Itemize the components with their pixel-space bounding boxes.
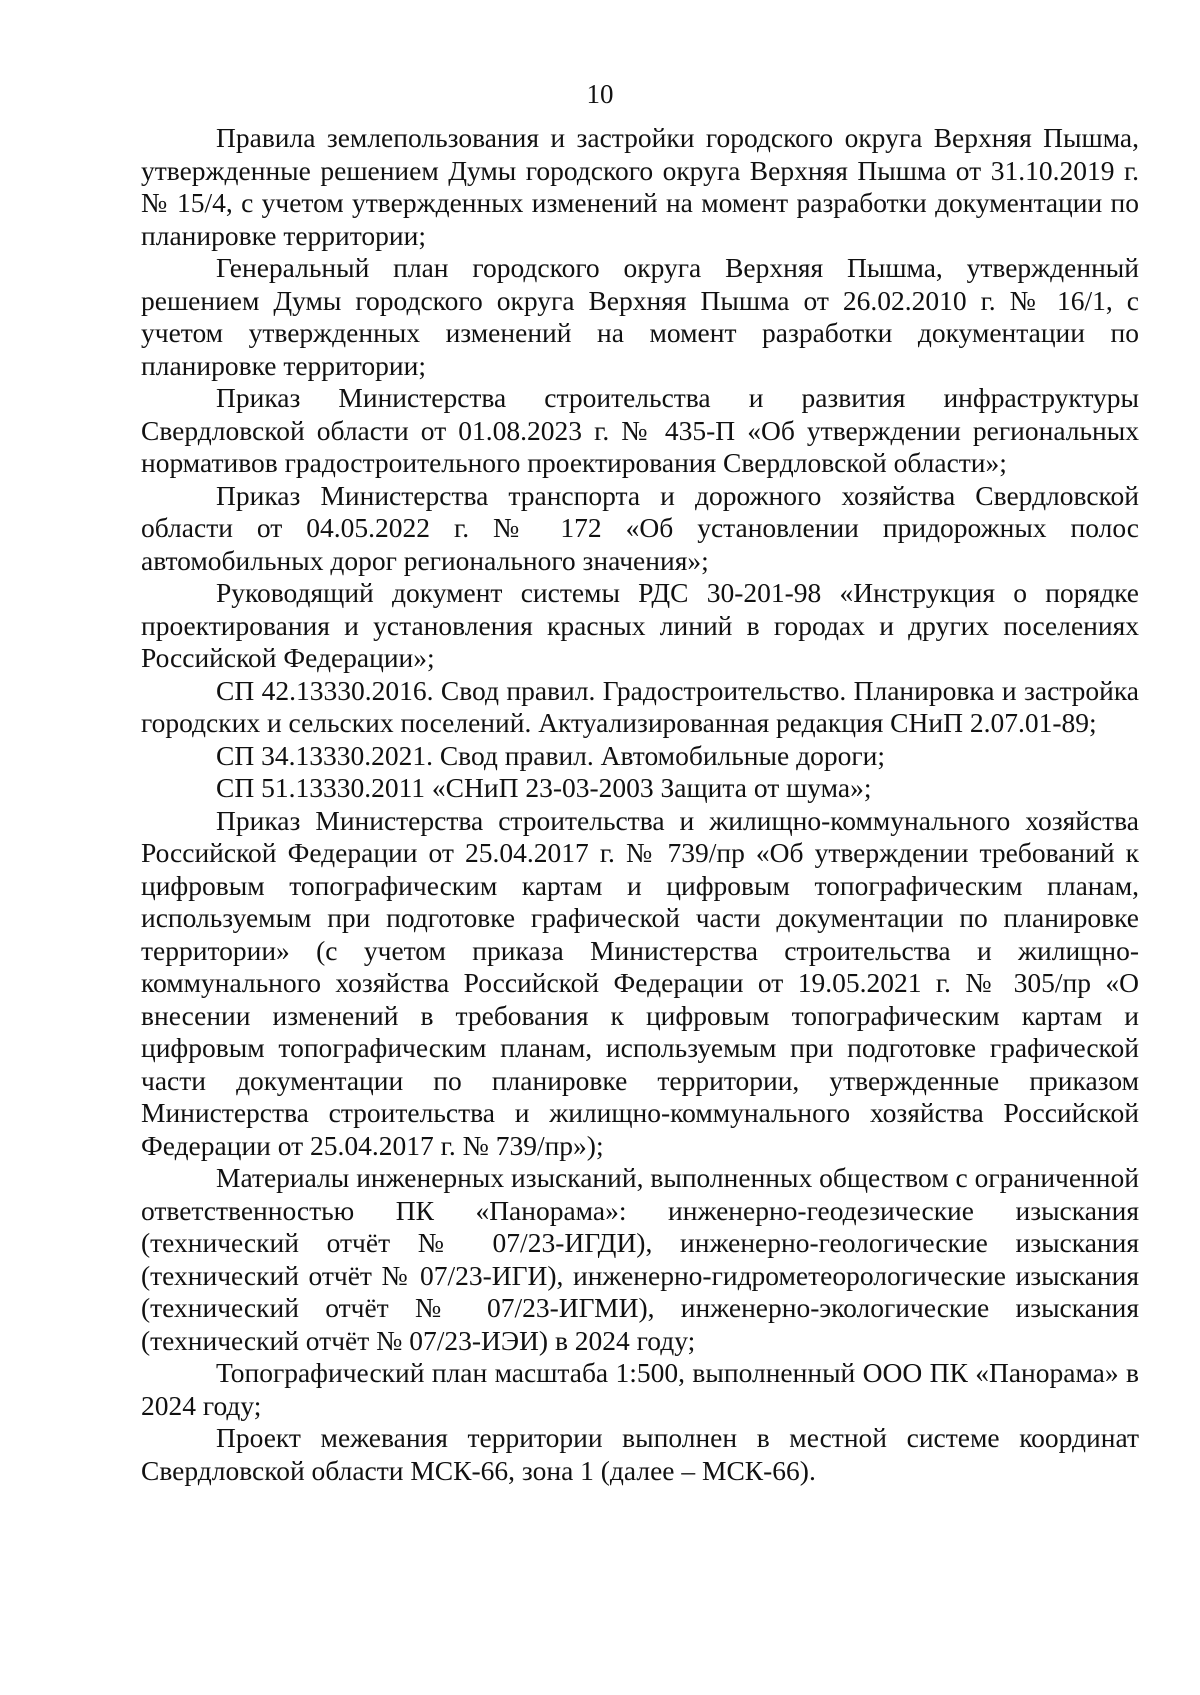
paragraph-coordinate-system: Проект межевания территории выполнен в местной системе координат Свердловской области МСК-66, зона 1 (далее – МСК-66). [141,1422,1139,1486]
paragraph-general-plan: Генеральный план городского округа Верхняя Пышма, утвержденный решением Думы городского округа Верхняя Пышма от 26.02.2010 г. № 16/1, с учетом утвержденных изменений на момент разработки документации по планировке территории; [141,252,1139,381]
paragraph-topographic-plan: Топографический план масштаба 1:500, выполненный ООО ПК «Панорама» в 2024 году; [141,1357,1139,1421]
page-number: 10 [586,79,614,109]
paragraph-digital-maps-order: Приказ Министерства строительства и жилищно-коммунального хозяйства Российской Федерации от 25.04.2017 г. № 739/пр «Об утверждении требований к цифровым топографическим картам и цифровым топографическим планам, используемым при подготовке графической части документации по планировке территории» (с учетом приказа Министерства строительства и жилищно-коммунального хозяйства Российской Федерации от 19.05.2021 г. № 305/пр «О внесении изменений в требования к цифровым топографическим картам и цифровым топографическим планам, используемым при подготовке графической части документации по планировке территории, утвержденные приказом Министерства строительства и жилищно-коммунального хозяйства Российской Федерации от 25.04.2017 г. № 739/пр»); [141,804,1139,1161]
paragraph-sp-42: СП 42.13330.2016. Свод правил. Градостроительство. Планировка и застройка городских и сельских поселений. Актуализированная редакция СНиП 2.07.01-89; [141,674,1139,738]
paragraph-land-use-rules: Правила землепользования и застройки городского округа Верхняя Пышма, утвержденные решением Думы городского округа Верхняя Пышма от 31.10.2019 г. № 15/4, с учетом утвержденных изменений на момент разработки документации по планировке территории; [141,122,1139,251]
paragraph-red-lines-guideline: Руководящий документ системы РДС 30-201-98 «Инструкция о порядке проектирования и установления красных линий в городах и других поселениях Российской Федерации»; [141,577,1139,673]
paragraph-regional-standards-order: Приказ Министерства строительства и развития инфраструктуры Свердловской области от 01.08.2023 г. № 435-П «Об утверждении региональных нормативов градостроительного проектирования Свердловской области»; [141,382,1139,478]
paragraph-roadside-strips-order: Приказ Министерства транспорта и дорожного хозяйства Свердловской области от 04.05.2022 г. № 172 «Об установлении придорожных полос автомобильных дорог регионального значения»; [141,479,1139,576]
paragraph-sp-34: СП 34.13330.2021. Свод правил. Автомобильные дороги; [216,739,885,771]
paragraph-engineering-surveys: Материалы инженерных изысканий, выполненных обществом с ограниченной ответственностью ПК «Панорама»: инженерно-геодезические изыскания (технический отчёт № 07/23-ИГДИ), инженерно-геологические изыскания (технический отчёт № 07/23-ИГИ), инженерно-гидрометеорологические изыскания (технический отчёт № 07/23-ИГМИ), инженерно-экологические изыскания (технический отчёт № 07/23-ИЭИ) в 2024 году; [141,1162,1139,1356]
paragraph-sp-51: СП 51.13330.2011 «СНиП 23-03-2003 Защита от шума»; [216,772,872,803]
document-body [141,122,1139,1487]
